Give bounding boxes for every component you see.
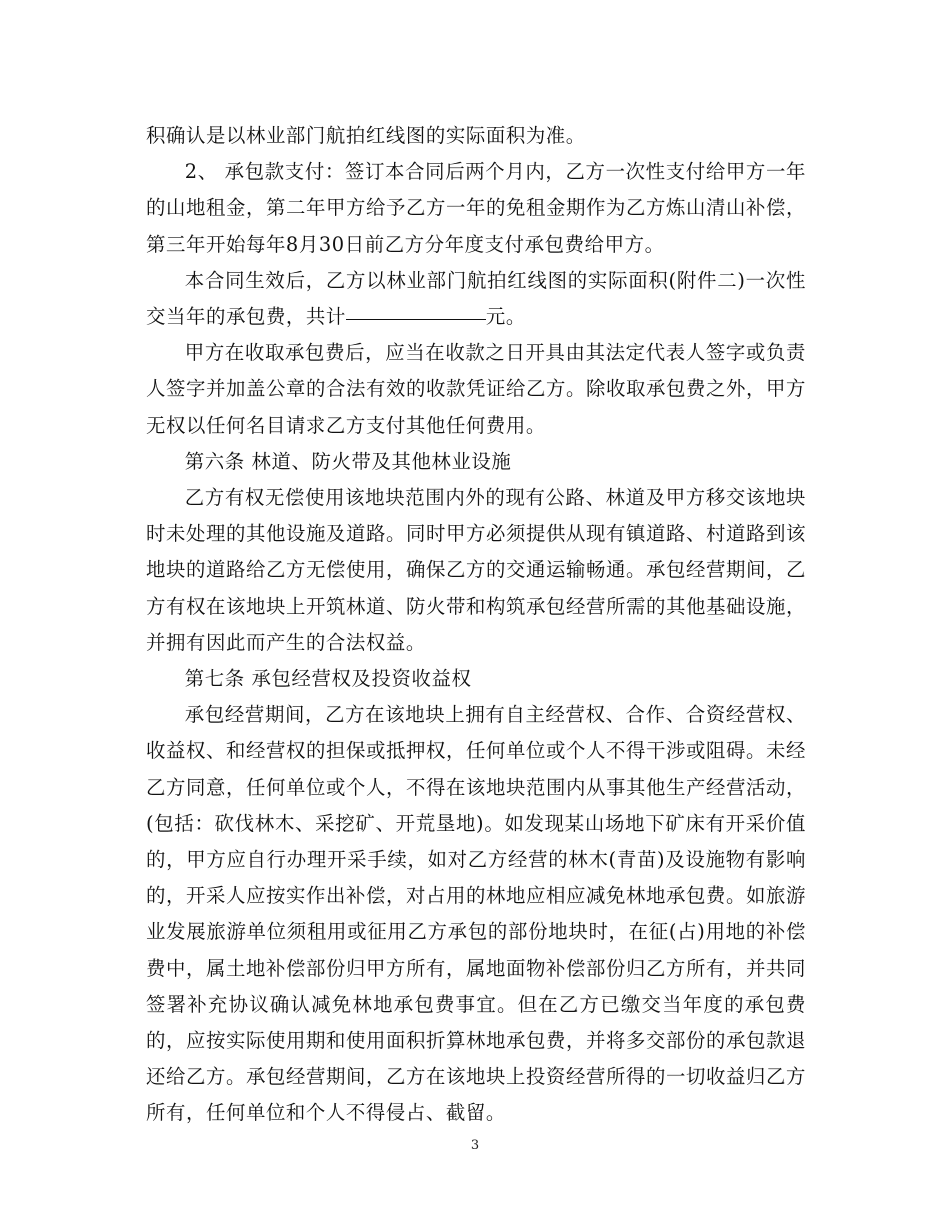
article-six-heading: 第六条 林道、防火带及其他林业设施 [184, 449, 512, 473]
paragraph-road-rights: 乙方有权无偿使用该地块范围内外的现有公路、林道及甲方移交该地块时未处理的其他设施及道路。同时甲方必须提供从现有镇道路、村道路到该地块的道路给乙方无偿使用，确保乙方的交通运输畅通。承包经营期间，乙方有权在该地块上开筑林道、防火带和构筑承包经营所需的其他基础设施，并拥有因此而产生的合法权益。 [146, 486, 806, 654]
currency-unit-text: 元。 [485, 305, 526, 329]
first-year-fee-text: 本合同生效后，乙方以林业部门航拍红线图的实际面积(附件二)一次性交当年的承包费，共计 [146, 268, 806, 329]
paragraph-area-confirmation: 积确认是以林业部门航拍红线图的实际面积为准。 [146, 124, 586, 147]
document-page [146, 118, 806, 1132]
article-seven-heading: 第七条 承包经营权及投资收益权 [184, 667, 472, 691]
paragraph-management-rights: 承包经营期间，乙方在该地块上拥有自主经营权、合作、合资经营权、收益权、和经营权的担保或抵押权，任何单位或个人不得干涉或阻碍。未经乙方同意，任何单位或个人，不得在该地块范围内从事其他生产经营活动，(包括：砍伐林木、采挖矿、开荒垦地)。如发现某山场地下矿床有开采价值的，甲方应自行办理开采手续，如对乙方经营的林木(青苗)及设施物有影响的，开采人应按实作出补偿，对占用的林地应相应减免林地承包费。如旅游业发展旅游单位须租用或征用乙方承包的部份地块时，在征(占)用地的补偿费中，属土地补偿部份归甲方所有，属地面物补偿部份归乙方所有，并共同签署补充协议确认减免林地承包费事宜。但在乙方已缴交当年度的承包费的，应按实际使用期和使用面积折算林地承包费，并将多交部份的承包款退还给乙方。承包经营期间，乙方在该地块上投资经营所得的一切收益归乙方所有，任何单位和个人不得侵占、截留。 [146, 703, 806, 1125]
amount-blank-line [346, 318, 486, 320]
paragraph-payment-terms: 2、 承包款支付：签订本合同后两个月内，乙方一次性支付给甲方一年的山地租金，第二年甲方给予乙方一年的免租金期作为乙方炼山清山补偿，第三年开始每年8月30日前乙方分年度支付承包费给甲方。 [146, 160, 806, 256]
paragraph-receipt-obligation: 甲方在收取承包费后，应当在收款之日开具由其法定代表人签字或负责人签字并加盖公章的合法有效的收款凭证给乙方。除收取承包费之外，甲方无权以任何名目请求乙方支付其他任何费用。 [146, 341, 806, 437]
paragraph-first-year-fee [146, 263, 806, 335]
page-number: 3 [470, 1138, 480, 1153]
